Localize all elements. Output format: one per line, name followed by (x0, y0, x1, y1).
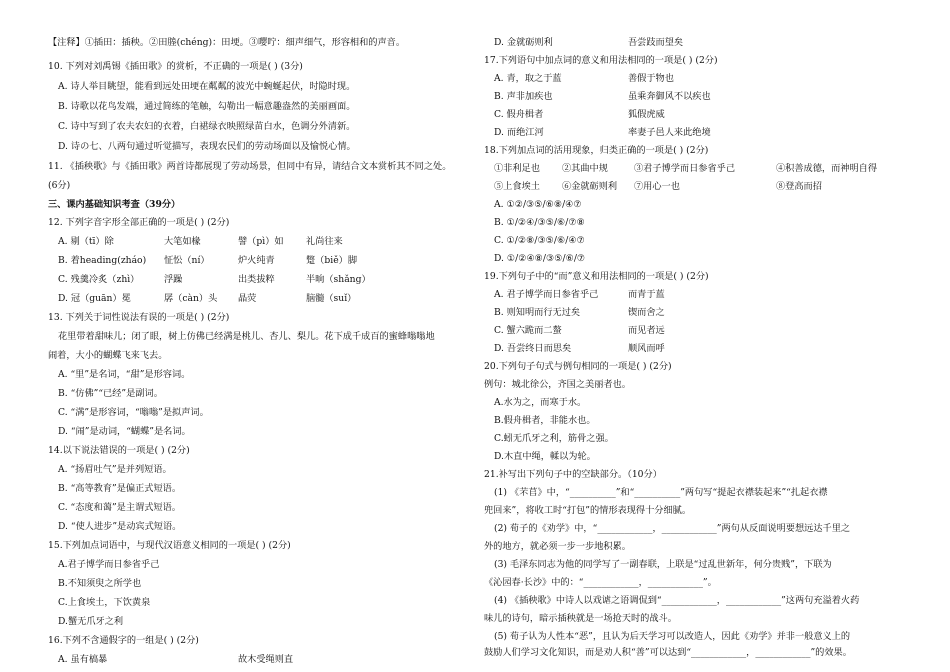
q17-c-1: C. 假舟楫者 (494, 109, 544, 120)
q18-item-8: ⑧登高而招 (776, 181, 822, 192)
q20-option-a: A.水为之，而寒于水。 (494, 397, 587, 408)
q17-d-2: 率妻子邑人来此绝境 (628, 127, 711, 138)
q13-option-d: D. “闹”是动词，“蝴蝶”是名词。 (58, 426, 191, 437)
q18-item-2: ②其曲中规 (562, 163, 608, 174)
q12-a-2: 大笔如椽 (164, 236, 201, 247)
q13-option-c: C. “满”是形容词，“嗡嗡”是拟声词。 (58, 407, 209, 418)
q21-line-8: 味儿的诗句，暗示插秧就是一场抢天时的战斗。 (484, 613, 677, 624)
q13-option-b: B. “仿佛”“已经”是副词。 (58, 388, 163, 399)
q18-item-6: ⑥金就砺则利 (562, 181, 618, 192)
q10-stem: 10. 下列对刘禹锡《插田歌》的赏析，不正确的一项是( ) (3分) (48, 61, 303, 72)
q12-d-4: 脑髓（suǐ） (306, 293, 357, 304)
q21-line-7: (4) 《插秧歌》中诗人以戏谑之语调侃到“____________，____________”这两句充溢着火药 (494, 595, 860, 606)
q18-option-c: C. ①/②⑧/③⑤/⑥/④⑦ (494, 235, 585, 246)
q12-a-4: 礼尚往来 (306, 236, 343, 247)
q20-option-b: B.假舟楫者，非能水也。 (494, 415, 596, 426)
q15-stem: 15.下列加点词语中，与现代汉语意义相同的一项是( ) (2分) (48, 540, 291, 551)
q16-stem: 16.下列不含通假字的一组是( ) (2分) (48, 635, 199, 646)
q18-item-4: ④积善成德，而神明自得 (776, 163, 878, 174)
q18-item-3: ③君子博学而日参省乎己 (634, 163, 736, 174)
q16-d-2: 吾尝跂而望矣 (628, 37, 684, 48)
q12-d-3: 晶荧 (238, 293, 257, 304)
q14-option-d: D. “使人进步”是动宾式短语。 (58, 521, 182, 532)
q14-option-c: C. “态度和蔼”是主谓式短语。 (58, 502, 181, 513)
q14-option-a: A. “扬眉吐气”是并列短语。 (58, 464, 172, 475)
q21-line-1: (1) 《芣苢》中，“__________”和“__________”两句写“提起衣襟装起来”“扎起衣襟 (494, 487, 828, 498)
section-3-heading: 三、课内基础知识考查（39分） (48, 199, 181, 210)
q14-stem: 14.以下说法错误的一项是( ) (2分) (48, 445, 190, 456)
q12-c-2: 浮躁 (164, 274, 183, 285)
q15-option-a: A.君子博学而日参省乎己 (58, 559, 160, 570)
q21-line-4: 外的地方，就必须一步一步地积累。 (484, 541, 631, 552)
q19-d-2: 顺风而呼 (628, 343, 665, 354)
q15-option-c: C.上食埃土，下饮黄泉 (58, 597, 151, 608)
q21-line-2: 兜回来”，将收工时“打包”的情形表现得十分细腻。 (484, 505, 692, 516)
q11-line1: 11. 《插秧歌》与《插田歌》两首诗都展现了劳动场景，但同中有异，请结合文本赏析其不同之处。 (48, 161, 452, 172)
q16-a-1: A. 虽有槁暴 (58, 654, 108, 665)
q18-option-a: A. ①②/③⑤/⑥⑧/④⑦ (494, 199, 582, 210)
q18-item-1: ①非利足也 (494, 163, 540, 174)
q17-b-1: B. 声非加疾也 (494, 91, 553, 102)
q18-option-b: B. ①/②④/③⑤/⑥/⑦⑧ (494, 217, 585, 228)
q12-a-1: A. 剔（tī）除 (58, 236, 114, 247)
q21-line-10: 鼓励人们学习文化知识，而是劝人积“善”可以达到“____________，____________”的效果。 (484, 647, 852, 658)
q12-b-3: 炉火纯青 (238, 255, 275, 266)
q19-stem: 19.下列句子中的“而”意义和用法相同的一项是( ) (2分) (484, 271, 709, 282)
q18-stem: 18.下列加点词的活用现象，归类正确的一项是( ) (2分) (484, 145, 709, 156)
q20-option-d: D.木直中绳，輮以为轮。 (494, 451, 596, 462)
q12-stem: 12. 下列字音字形全部正确的一项是( ) (2分) (48, 217, 230, 228)
q21-stem: 21.补写出下列句子中的空缺部分。（10分） (484, 469, 662, 480)
q12-c-1: C. 残羹冷炙（zhì） (58, 274, 140, 285)
q20-option-c: C.蚓无爪牙之利，筋骨之强。 (494, 433, 614, 444)
q18-option-d: D. ①/②④⑧/③⑤/⑥/⑦ (494, 253, 586, 264)
q19-c-1: C. 蟹六跪而二螯 (494, 325, 562, 336)
q13-passage-2: 闹着，大小的蝴蝶飞来飞去。 (48, 350, 168, 361)
q13-option-a: A. “里”是名词，“甜”是形容词。 (58, 369, 191, 380)
q21-line-3: (2) 荀子的《劝学》中，“____________，____________”两句从反面说明要想远达千里之 (494, 523, 851, 534)
q19-b-1: B. 则知明而行无过矣 (494, 307, 581, 318)
q21-line-9: (5) 荀子认为人性本“恶”，且认为后天学习可以改造人，因此《劝学》并非一般意义上的 (494, 631, 851, 642)
q17-stem: 17.下列语句中加点词的意义和用法相同的一项是( ) (2分) (484, 55, 718, 66)
annotation-note: 【注释】①插田：插秧。②田塍(chéng)：田埂。③嘤咛：细声细气，形容相和的声音。 (48, 37, 406, 48)
q19-c-2: 而见者远 (628, 325, 665, 336)
q10-option-c: C. 诗中写到了农夫农妇的衣着，白裙绿衣映照绿苗白水，色调分外清新。 (58, 121, 356, 132)
q12-d-1: D. 冠（guān）冕 (58, 293, 131, 304)
q14-option-b: B. “高等教育”是偏正式短语。 (58, 483, 182, 494)
q19-a-2: 而青于蓝 (628, 289, 665, 300)
q19-a-1: A. 君子博学而日参省乎己 (494, 289, 599, 300)
q10-option-d: D. 诗の七、八两句通过听觉描写，表现农民们的劳动场面以及愉悦心情。 (58, 141, 356, 152)
q11-line2: (6分) (48, 180, 71, 191)
q21-line-5: (3) 毛泽东同志为他的同学写了一副春联，上联是“过乱世新年，何分贵贱”，下联为 (494, 559, 832, 570)
q17-c-2: 狐假虎威 (628, 109, 665, 120)
q18-item-7: ⑦用心一也 (634, 181, 680, 192)
q12-b-4: 蹩（biě）脚 (306, 255, 358, 266)
q12-c-3: 出类拔粹 (238, 274, 275, 285)
q12-c-4: 半晌（shǎng） (306, 274, 371, 285)
q20-example: 例句：城北徐公，齐国之美丽者也。 (484, 379, 631, 390)
q18-item-5: ⑤上食埃土 (494, 181, 540, 192)
q17-a-1: A. 青，取之于蓝 (494, 73, 562, 84)
q15-option-b: B.不知须臾之所学也 (58, 578, 142, 589)
q21-line-6: 《沁园春·长沙》中的：“____________，____________”。 (484, 577, 717, 588)
q13-passage-1: 花里带着甜味儿；闭了眼，树上仿佛已经满是桃儿、杏儿、梨儿。花下成千成百的蜜蜂嗡嗡地 (58, 331, 435, 342)
q17-a-2: 善假于物也 (628, 73, 674, 84)
q19-b-2: 锲而舍之 (628, 307, 665, 318)
q10-option-b: B. 诗歌以花鸟发端，通过简练的笔触，勾勒出一幅意趣盎然的美丽画面。 (58, 101, 356, 112)
q19-d-1: D. 吾尝终日而思矣 (494, 343, 572, 354)
q12-b-1: B. 着heading(zháo) (58, 255, 147, 266)
q12-a-3: 譬（pì）如 (238, 236, 284, 247)
q17-d-1: D. 而绝江河 (494, 127, 544, 138)
q20-stem: 20.下列句子句式与例句相同的一项是( ) (2分) (484, 361, 672, 372)
q16-d-1: D. 金就砺则利 (494, 37, 553, 48)
q12-b-2: 怔忪（ní） (164, 255, 210, 266)
q13-stem: 13. 下列关于词性说法有误的一项是( ) (2分) (48, 312, 230, 323)
q16-a-2: 故木受绳则直 (238, 654, 294, 665)
q17-b-2: 虽乘奔御风不以疾也 (628, 91, 711, 102)
q15-option-d: D.蟹无爪牙之利 (58, 616, 124, 627)
q12-d-2: 孱（càn）头 (164, 293, 218, 304)
q10-option-a: A. 诗人举目眺望，能看到远处田埂在粼粼的波光中蜿蜒起伏，时隐时现。 (58, 81, 356, 92)
